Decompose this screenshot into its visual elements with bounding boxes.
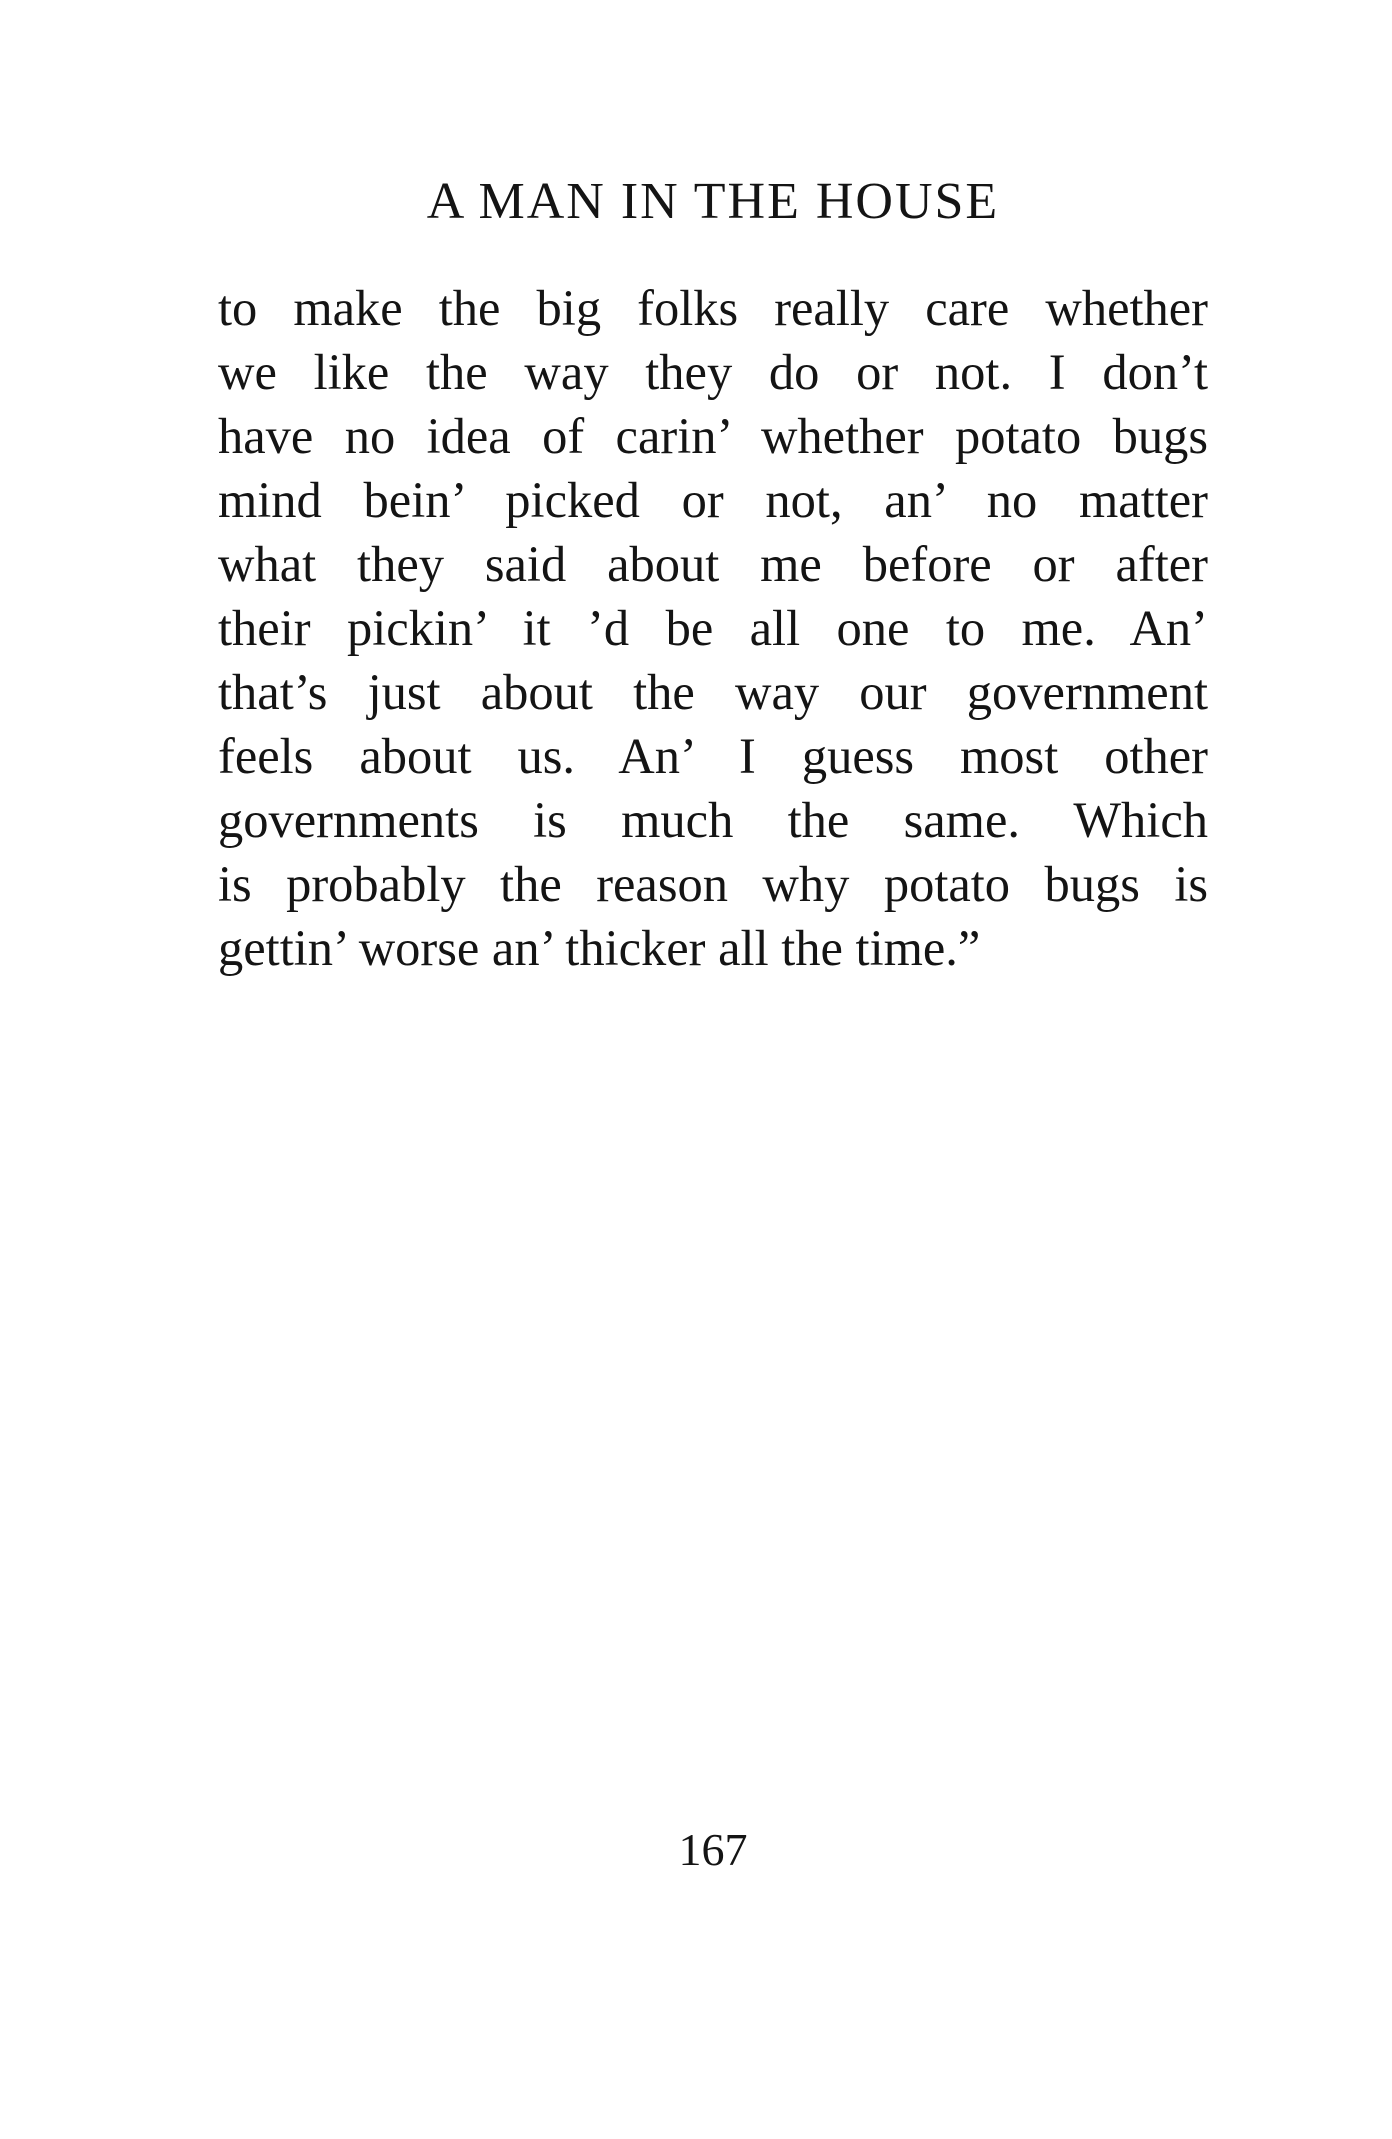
text-line: what they said about me before or after [218,536,1208,592]
text-line-last: gettin’ worse an’ thicker all the time.” [218,920,981,976]
text-line: have no idea of carin’ whether potato bugs [218,408,1208,464]
text-line: is probably the reason why potato bugs is [218,856,1208,912]
page-number: 167 [678,1824,748,1875]
text-line: their pickin’ it ’d be all one to me. An’ [218,600,1208,656]
text-line: we like the way they do or not. I don’t [218,344,1208,400]
text-line: mind bein’ picked or not, an’ no matter [218,472,1208,528]
text-line: to make the big folks really care whether [218,280,1208,336]
text-line: that’s just about the way our government [218,664,1208,720]
text-line: feels about us. An’ I guess most other [218,728,1208,784]
text-line: governments is much the same. Which [218,792,1208,848]
body-text [218,276,1208,980]
running-head: A MAN IN THE HOUSE [426,173,1000,230]
